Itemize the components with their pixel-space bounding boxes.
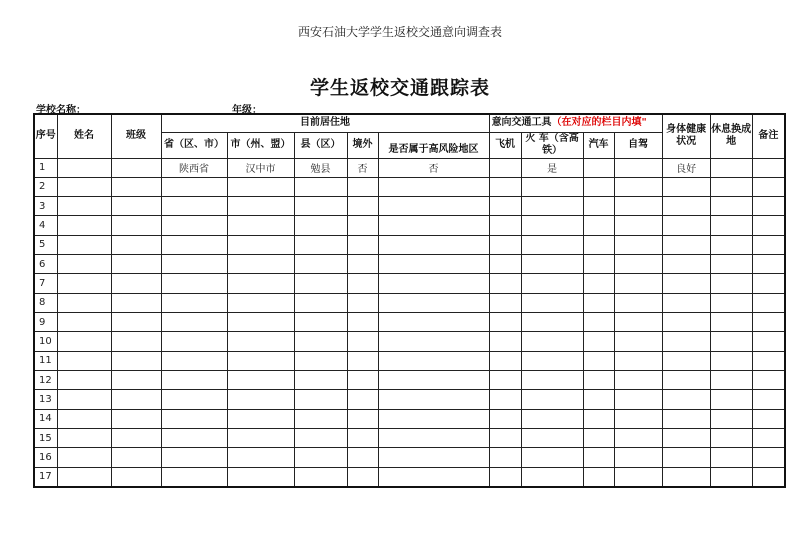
cell-class[interactable] bbox=[111, 216, 161, 235]
grade-label: 年级： bbox=[232, 105, 262, 116]
cell-abroad[interactable] bbox=[347, 351, 378, 370]
cell-class[interactable] bbox=[111, 390, 161, 409]
cell-rest-place[interactable] bbox=[710, 293, 752, 312]
cell-seq: 14 bbox=[34, 409, 57, 428]
cell-self-drive[interactable] bbox=[614, 158, 662, 177]
cell-name[interactable] bbox=[57, 197, 111, 216]
cell-self-drive[interactable] bbox=[614, 428, 662, 447]
cell-health[interactable] bbox=[662, 216, 710, 235]
page-header: 西安石油大学学生返校交通意向调查表 bbox=[297, 25, 502, 39]
cell-remarks[interactable] bbox=[752, 177, 785, 196]
cell-remarks[interactable] bbox=[752, 332, 785, 351]
header-name: 姓名 bbox=[57, 114, 111, 158]
cell-abroad[interactable] bbox=[347, 293, 378, 312]
cell-name[interactable] bbox=[57, 293, 111, 312]
cell-name[interactable] bbox=[57, 177, 111, 196]
cell-province[interactable] bbox=[161, 255, 227, 274]
cell-rest-place[interactable] bbox=[710, 467, 752, 487]
cell-plane[interactable] bbox=[489, 255, 521, 274]
cell-self-drive[interactable] bbox=[614, 177, 662, 196]
cell-rest-place[interactable] bbox=[710, 177, 752, 196]
cell-plane[interactable] bbox=[489, 274, 521, 293]
table-row bbox=[34, 428, 785, 447]
cell-county[interactable] bbox=[294, 177, 347, 196]
header-seq: 序号 bbox=[34, 114, 57, 158]
cell-bus[interactable] bbox=[583, 177, 614, 196]
cell-train[interactable] bbox=[521, 293, 583, 312]
header-province: 省（区、市） bbox=[161, 132, 227, 158]
cell-high-risk[interactable] bbox=[378, 390, 489, 409]
cell-high-risk[interactable] bbox=[378, 370, 489, 389]
cell-remarks[interactable] bbox=[752, 370, 785, 389]
cell-high-risk[interactable] bbox=[378, 197, 489, 216]
table-row bbox=[34, 216, 785, 235]
cell-bus[interactable] bbox=[583, 158, 614, 177]
cell-remarks[interactable] bbox=[752, 409, 785, 428]
cell-remarks[interactable] bbox=[752, 255, 785, 274]
tracking-table bbox=[33, 113, 786, 488]
cell-province[interactable] bbox=[161, 467, 227, 487]
cell-health[interactable] bbox=[662, 293, 710, 312]
cell-health[interactable] bbox=[662, 332, 710, 351]
cell-seq: 15 bbox=[34, 428, 57, 447]
cell-class[interactable] bbox=[111, 428, 161, 447]
cell-high-risk[interactable] bbox=[378, 448, 489, 467]
header-rest-place: 休息换成地 bbox=[710, 114, 752, 158]
cell-train[interactable] bbox=[521, 313, 583, 332]
cell-seq: 1 bbox=[34, 158, 57, 177]
cell-high-risk[interactable] bbox=[378, 293, 489, 312]
cell-province[interactable] bbox=[161, 370, 227, 389]
cell-county[interactable] bbox=[294, 409, 347, 428]
cell-train[interactable] bbox=[521, 274, 583, 293]
cell-plane[interactable] bbox=[489, 467, 521, 487]
cell-rest-place[interactable] bbox=[710, 313, 752, 332]
cell-rest-place[interactable] bbox=[710, 197, 752, 216]
transport-fill-note: （在对应的栏目内填" bbox=[551, 117, 647, 129]
header-plane: 飞机 bbox=[489, 132, 521, 158]
cell-city[interactable] bbox=[227, 274, 294, 293]
cell-bus[interactable] bbox=[583, 274, 614, 293]
cell-remarks[interactable] bbox=[752, 448, 785, 467]
cell-county[interactable] bbox=[294, 332, 347, 351]
header-bus: 汽车 bbox=[583, 132, 614, 158]
table-row bbox=[34, 351, 785, 370]
cell-train[interactable] bbox=[521, 332, 583, 351]
cell-high-risk[interactable] bbox=[378, 313, 489, 332]
cell-rest-place[interactable] bbox=[710, 255, 752, 274]
table-row bbox=[34, 409, 785, 428]
cell-plane[interactable] bbox=[489, 197, 521, 216]
cell-plane[interactable] bbox=[489, 313, 521, 332]
cell-high-risk[interactable] bbox=[378, 255, 489, 274]
cell-train[interactable] bbox=[521, 448, 583, 467]
cell-county[interactable]: 勉县 bbox=[294, 158, 347, 177]
cell-plane[interactable] bbox=[489, 428, 521, 447]
cell-high-risk[interactable] bbox=[378, 467, 489, 487]
cell-self-drive[interactable] bbox=[614, 235, 662, 254]
cell-seq: 3 bbox=[34, 197, 57, 216]
cell-self-drive[interactable] bbox=[614, 467, 662, 487]
cell-abroad[interactable] bbox=[347, 332, 378, 351]
cell-health[interactable] bbox=[662, 351, 710, 370]
cell-county[interactable] bbox=[294, 293, 347, 312]
cell-province[interactable] bbox=[161, 409, 227, 428]
cell-high-risk[interactable] bbox=[378, 216, 489, 235]
cell-seq: 10 bbox=[34, 332, 57, 351]
cell-health[interactable] bbox=[662, 370, 710, 389]
cell-health[interactable] bbox=[662, 428, 710, 447]
cell-high-risk[interactable] bbox=[378, 409, 489, 428]
cell-health[interactable] bbox=[662, 390, 710, 409]
cell-health[interactable]: 良好 bbox=[662, 158, 710, 177]
cell-plane[interactable] bbox=[489, 293, 521, 312]
cell-class[interactable] bbox=[111, 448, 161, 467]
cell-seq: 8 bbox=[34, 293, 57, 312]
cell-city[interactable] bbox=[227, 177, 294, 196]
cell-self-drive[interactable] bbox=[614, 274, 662, 293]
cell-county[interactable] bbox=[294, 255, 347, 274]
cell-class[interactable] bbox=[111, 351, 161, 370]
school-name-label: 学校名称： bbox=[36, 105, 86, 116]
cell-abroad[interactable]: 否 bbox=[347, 158, 378, 177]
cell-self-drive[interactable] bbox=[614, 370, 662, 389]
cell-class[interactable] bbox=[111, 255, 161, 274]
cell-train[interactable] bbox=[521, 409, 583, 428]
cell-remarks[interactable] bbox=[752, 216, 785, 235]
cell-rest-place[interactable] bbox=[710, 448, 752, 467]
cell-city[interactable] bbox=[227, 467, 294, 487]
cell-remarks[interactable] bbox=[752, 293, 785, 312]
cell-high-risk[interactable]: 否 bbox=[378, 158, 489, 177]
cell-health[interactable] bbox=[662, 235, 710, 254]
cell-self-drive[interactable] bbox=[614, 390, 662, 409]
cell-abroad[interactable] bbox=[347, 274, 378, 293]
cell-city[interactable] bbox=[227, 313, 294, 332]
table-row bbox=[34, 313, 785, 332]
cell-abroad[interactable] bbox=[347, 177, 378, 196]
cell-seq: 13 bbox=[34, 390, 57, 409]
cell-province[interactable] bbox=[161, 274, 227, 293]
cell-class[interactable] bbox=[111, 274, 161, 293]
cell-county[interactable] bbox=[294, 370, 347, 389]
cell-self-drive[interactable] bbox=[614, 255, 662, 274]
cell-remarks[interactable] bbox=[752, 235, 785, 254]
cell-rest-place[interactable] bbox=[710, 216, 752, 235]
table-row bbox=[34, 158, 785, 177]
cell-self-drive[interactable] bbox=[614, 448, 662, 467]
table-row bbox=[34, 274, 785, 293]
cell-plane[interactable] bbox=[489, 390, 521, 409]
cell-province[interactable]: 陕西省 bbox=[161, 158, 227, 177]
cell-rest-place[interactable] bbox=[710, 351, 752, 370]
cell-self-drive[interactable] bbox=[614, 351, 662, 370]
cell-train[interactable] bbox=[521, 255, 583, 274]
cell-abroad[interactable] bbox=[347, 448, 378, 467]
cell-city[interactable] bbox=[227, 197, 294, 216]
cell-bus[interactable] bbox=[583, 235, 614, 254]
cell-name[interactable] bbox=[57, 448, 111, 467]
cell-train[interactable] bbox=[521, 370, 583, 389]
table-row bbox=[34, 293, 785, 312]
cell-province[interactable] bbox=[161, 216, 227, 235]
cell-county[interactable] bbox=[294, 351, 347, 370]
table-row bbox=[34, 255, 785, 274]
cell-class[interactable] bbox=[111, 467, 161, 487]
header-high-risk: 是否属于高风险地区 bbox=[378, 132, 489, 158]
cell-seq: 9 bbox=[34, 313, 57, 332]
cell-province[interactable] bbox=[161, 390, 227, 409]
cell-self-drive[interactable] bbox=[614, 409, 662, 428]
cell-province[interactable] bbox=[161, 197, 227, 216]
cell-county[interactable] bbox=[294, 467, 347, 487]
cell-bus[interactable] bbox=[583, 293, 614, 312]
cell-remarks[interactable] bbox=[752, 390, 785, 409]
cell-high-risk[interactable] bbox=[378, 351, 489, 370]
cell-abroad[interactable] bbox=[347, 255, 378, 274]
cell-city[interactable] bbox=[227, 351, 294, 370]
cell-county[interactable] bbox=[294, 216, 347, 235]
cell-county[interactable] bbox=[294, 197, 347, 216]
cell-rest-place[interactable] bbox=[710, 158, 752, 177]
cell-class[interactable] bbox=[111, 293, 161, 312]
cell-high-risk[interactable] bbox=[378, 428, 489, 447]
cell-abroad[interactable] bbox=[347, 467, 378, 487]
cell-bus[interactable] bbox=[583, 370, 614, 389]
cell-abroad[interactable] bbox=[347, 370, 378, 389]
cell-name[interactable] bbox=[57, 255, 111, 274]
cell-train[interactable] bbox=[521, 216, 583, 235]
cell-city[interactable]: 汉中市 bbox=[227, 158, 294, 177]
cell-plane[interactable] bbox=[489, 370, 521, 389]
cell-plane[interactable] bbox=[489, 158, 521, 177]
cell-rest-place[interactable] bbox=[710, 332, 752, 351]
cell-train[interactable] bbox=[521, 351, 583, 370]
table-row bbox=[34, 197, 785, 216]
cell-train[interactable] bbox=[521, 428, 583, 447]
cell-train[interactable] bbox=[521, 390, 583, 409]
cell-bus[interactable] bbox=[583, 216, 614, 235]
cell-class[interactable] bbox=[111, 409, 161, 428]
cell-name[interactable] bbox=[57, 370, 111, 389]
cell-seq: 2 bbox=[34, 177, 57, 196]
cell-seq: 12 bbox=[34, 370, 57, 389]
cell-remarks[interactable] bbox=[752, 467, 785, 487]
cell-province[interactable] bbox=[161, 351, 227, 370]
table-row bbox=[34, 390, 785, 409]
cell-seq: 6 bbox=[34, 255, 57, 274]
cell-city[interactable] bbox=[227, 255, 294, 274]
cell-high-risk[interactable] bbox=[378, 274, 489, 293]
cell-province[interactable] bbox=[161, 428, 227, 447]
header-train: 火 车（含高铁） bbox=[521, 132, 583, 158]
table-row bbox=[34, 235, 785, 254]
cell-remarks[interactable] bbox=[752, 313, 785, 332]
cell-train[interactable] bbox=[521, 235, 583, 254]
cell-bus[interactable] bbox=[583, 332, 614, 351]
cell-remarks[interactable] bbox=[752, 197, 785, 216]
cell-high-risk[interactable] bbox=[378, 235, 489, 254]
cell-self-drive[interactable] bbox=[614, 197, 662, 216]
cell-bus[interactable] bbox=[583, 351, 614, 370]
cell-bus[interactable] bbox=[583, 390, 614, 409]
cell-health[interactable] bbox=[662, 177, 710, 196]
cell-city[interactable] bbox=[227, 235, 294, 254]
cell-rest-place[interactable] bbox=[710, 235, 752, 254]
cell-bus[interactable] bbox=[583, 428, 614, 447]
cell-bus[interactable] bbox=[583, 313, 614, 332]
cell-rest-place[interactable] bbox=[710, 274, 752, 293]
cell-self-drive[interactable] bbox=[614, 332, 662, 351]
cell-health[interactable] bbox=[662, 274, 710, 293]
cell-health[interactable] bbox=[662, 313, 710, 332]
cell-plane[interactable] bbox=[489, 448, 521, 467]
cell-high-risk[interactable] bbox=[378, 332, 489, 351]
cell-class[interactable] bbox=[111, 197, 161, 216]
cell-county[interactable] bbox=[294, 235, 347, 254]
cell-county[interactable] bbox=[294, 274, 347, 293]
cell-class[interactable] bbox=[111, 313, 161, 332]
cell-remarks[interactable] bbox=[752, 274, 785, 293]
cell-county[interactable] bbox=[294, 390, 347, 409]
cell-health[interactable] bbox=[662, 448, 710, 467]
cell-city[interactable] bbox=[227, 293, 294, 312]
cell-train[interactable] bbox=[521, 467, 583, 487]
cell-plane[interactable] bbox=[489, 216, 521, 235]
header-residence-group: 目前居住地 bbox=[161, 114, 489, 132]
cell-province[interactable] bbox=[161, 313, 227, 332]
cell-class[interactable] bbox=[111, 177, 161, 196]
cell-bus[interactable] bbox=[583, 409, 614, 428]
cell-train[interactable] bbox=[521, 197, 583, 216]
cell-abroad[interactable] bbox=[347, 428, 378, 447]
transport-group-label: 意向交通工具 bbox=[491, 117, 552, 129]
cell-rest-place[interactable] bbox=[710, 390, 752, 409]
cell-abroad[interactable] bbox=[347, 216, 378, 235]
cell-seq: 16 bbox=[34, 448, 57, 467]
cell-name[interactable] bbox=[57, 216, 111, 235]
header-city: 市（州、盟） bbox=[227, 132, 294, 158]
cell-county[interactable] bbox=[294, 428, 347, 447]
cell-self-drive[interactable] bbox=[614, 293, 662, 312]
header-class: 班级 bbox=[111, 114, 161, 158]
cell-province[interactable] bbox=[161, 293, 227, 312]
cell-plane[interactable] bbox=[489, 332, 521, 351]
header-self-drive: 自驾 bbox=[614, 132, 662, 158]
cell-province[interactable] bbox=[161, 448, 227, 467]
cell-plane[interactable] bbox=[489, 409, 521, 428]
cell-city[interactable] bbox=[227, 332, 294, 351]
cell-bus[interactable] bbox=[583, 197, 614, 216]
document-title: 学生返校交通跟踪表 bbox=[309, 77, 490, 99]
cell-health[interactable] bbox=[662, 255, 710, 274]
table-row bbox=[34, 467, 785, 487]
cell-abroad[interactable] bbox=[347, 409, 378, 428]
cell-name[interactable] bbox=[57, 235, 111, 254]
cell-name[interactable] bbox=[57, 158, 111, 177]
cell-county[interactable] bbox=[294, 448, 347, 467]
cell-city[interactable] bbox=[227, 448, 294, 467]
table-row bbox=[34, 448, 785, 467]
cell-seq: 5 bbox=[34, 235, 57, 254]
cell-class[interactable] bbox=[111, 235, 161, 254]
cell-name[interactable] bbox=[57, 390, 111, 409]
table-row bbox=[34, 177, 785, 196]
cell-health[interactable] bbox=[662, 409, 710, 428]
cell-name[interactable] bbox=[57, 351, 111, 370]
cell-high-risk[interactable] bbox=[378, 177, 489, 196]
cell-bus[interactable] bbox=[583, 255, 614, 274]
cell-province[interactable] bbox=[161, 332, 227, 351]
cell-city[interactable] bbox=[227, 409, 294, 428]
cell-remarks[interactable] bbox=[752, 428, 785, 447]
cell-seq: 11 bbox=[34, 351, 57, 370]
cell-name[interactable] bbox=[57, 332, 111, 351]
cell-self-drive[interactable] bbox=[614, 313, 662, 332]
cell-self-drive[interactable] bbox=[614, 216, 662, 235]
cell-train[interactable] bbox=[521, 177, 583, 196]
cell-class[interactable] bbox=[111, 158, 161, 177]
cell-seq: 17 bbox=[34, 467, 57, 487]
cell-name[interactable] bbox=[57, 428, 111, 447]
cell-remarks[interactable] bbox=[752, 158, 785, 177]
cell-bus[interactable] bbox=[583, 467, 614, 487]
cell-name[interactable] bbox=[57, 274, 111, 293]
cell-city[interactable] bbox=[227, 216, 294, 235]
cell-class[interactable] bbox=[111, 332, 161, 351]
cell-seq: 4 bbox=[34, 216, 57, 235]
cell-seq: 7 bbox=[34, 274, 57, 293]
cell-train[interactable]: 是 bbox=[521, 158, 583, 177]
cell-name[interactable] bbox=[57, 467, 111, 487]
table-row bbox=[34, 370, 785, 389]
cell-rest-place[interactable] bbox=[710, 409, 752, 428]
cell-rest-place[interactable] bbox=[710, 370, 752, 389]
cell-health[interactable] bbox=[662, 197, 710, 216]
table-body bbox=[34, 158, 785, 487]
cell-abroad[interactable] bbox=[347, 313, 378, 332]
header-abroad: 境外 bbox=[347, 132, 378, 158]
cell-city[interactable] bbox=[227, 428, 294, 447]
cell-remarks[interactable] bbox=[752, 351, 785, 370]
cell-name[interactable] bbox=[57, 313, 111, 332]
cell-plane[interactable] bbox=[489, 351, 521, 370]
cell-abroad[interactable] bbox=[347, 197, 378, 216]
header-health: 身体健康状况 bbox=[662, 114, 710, 158]
header-county: 县（区） bbox=[294, 132, 347, 158]
cell-plane[interactable] bbox=[489, 177, 521, 196]
cell-province[interactable] bbox=[161, 177, 227, 196]
cell-county[interactable] bbox=[294, 313, 347, 332]
cell-rest-place[interactable] bbox=[710, 428, 752, 447]
header-transport-group bbox=[489, 114, 662, 132]
cell-city[interactable] bbox=[227, 370, 294, 389]
table-row bbox=[34, 332, 785, 351]
cell-province[interactable] bbox=[161, 235, 227, 254]
header-remarks: 备注 bbox=[752, 114, 785, 158]
cell-abroad[interactable] bbox=[347, 390, 378, 409]
cell-plane[interactable] bbox=[489, 235, 521, 254]
cell-city[interactable] bbox=[227, 390, 294, 409]
cell-name[interactable] bbox=[57, 409, 111, 428]
cell-abroad[interactable] bbox=[347, 235, 378, 254]
cell-bus[interactable] bbox=[583, 448, 614, 467]
cell-health[interactable] bbox=[662, 467, 710, 487]
cell-class[interactable] bbox=[111, 370, 161, 389]
